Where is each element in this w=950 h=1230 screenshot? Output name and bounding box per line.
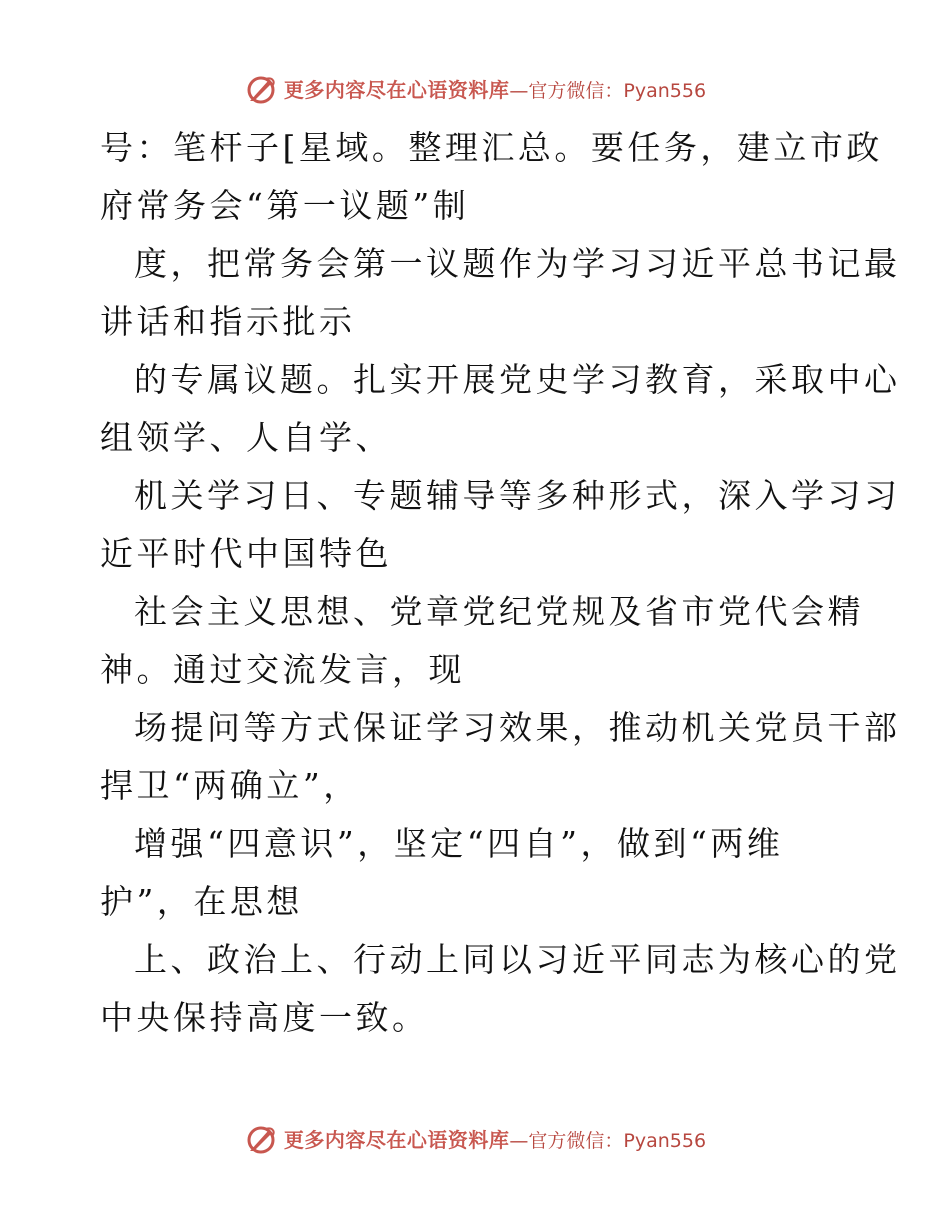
body-line: 神。通过交流发言，现 (100, 650, 465, 689)
body-line: 度，把常务会第一议题作为学习习近平总书记最 (134, 244, 901, 283)
header-watermark (0, 72, 950, 108)
watermark-brand: 更多内容尽在心语资料库 (283, 77, 510, 102)
body-line: 讲话和指示批示 (100, 302, 356, 341)
body-line: 捍卫“两确立”， (100, 766, 360, 805)
body-line: 机关学习日、专题辅导等多种形式，深入学习习 (134, 476, 901, 515)
body-line: 上、政治上、行动上同以习近平同志为核心的党 (134, 940, 901, 979)
watermark-brand: 更多内容尽在心语资料库 (283, 1127, 510, 1152)
quill-logo-icon (244, 73, 278, 107)
quill-logo-icon (244, 1123, 278, 1157)
body-line: 护”，在思想 (100, 882, 303, 921)
body-line: 组领学、人自学、 (100, 418, 392, 457)
body-line: 中央保持高度一致。 (100, 998, 429, 1037)
watermark-text (283, 1127, 707, 1152)
watermark-text (283, 77, 707, 102)
body-line: 社会主义思想、党章党纪党规及省市党代会精 (134, 592, 864, 631)
watermark-contact: —官方微信：Pyan556 (509, 1129, 707, 1152)
footer-watermark (0, 1122, 950, 1158)
body-line: 增强“四意识”，坚定“四自”，做到“两维 (134, 824, 784, 863)
watermark-contact: —官方微信：Pyan556 (509, 79, 707, 102)
body-line: 的专属议题。扎实开展党史学习教育，采取中心 (134, 360, 901, 399)
body-line: 府常务会“第一议题”制 (100, 186, 470, 225)
body-line: 场提问等方式保证学习效果，推动机关党员干部 (134, 708, 901, 747)
body-line: 号：笔杆子[星域。整理汇总。要任务，建立市政 (100, 128, 883, 167)
body-line: 近平时代中国特色 (100, 534, 392, 573)
